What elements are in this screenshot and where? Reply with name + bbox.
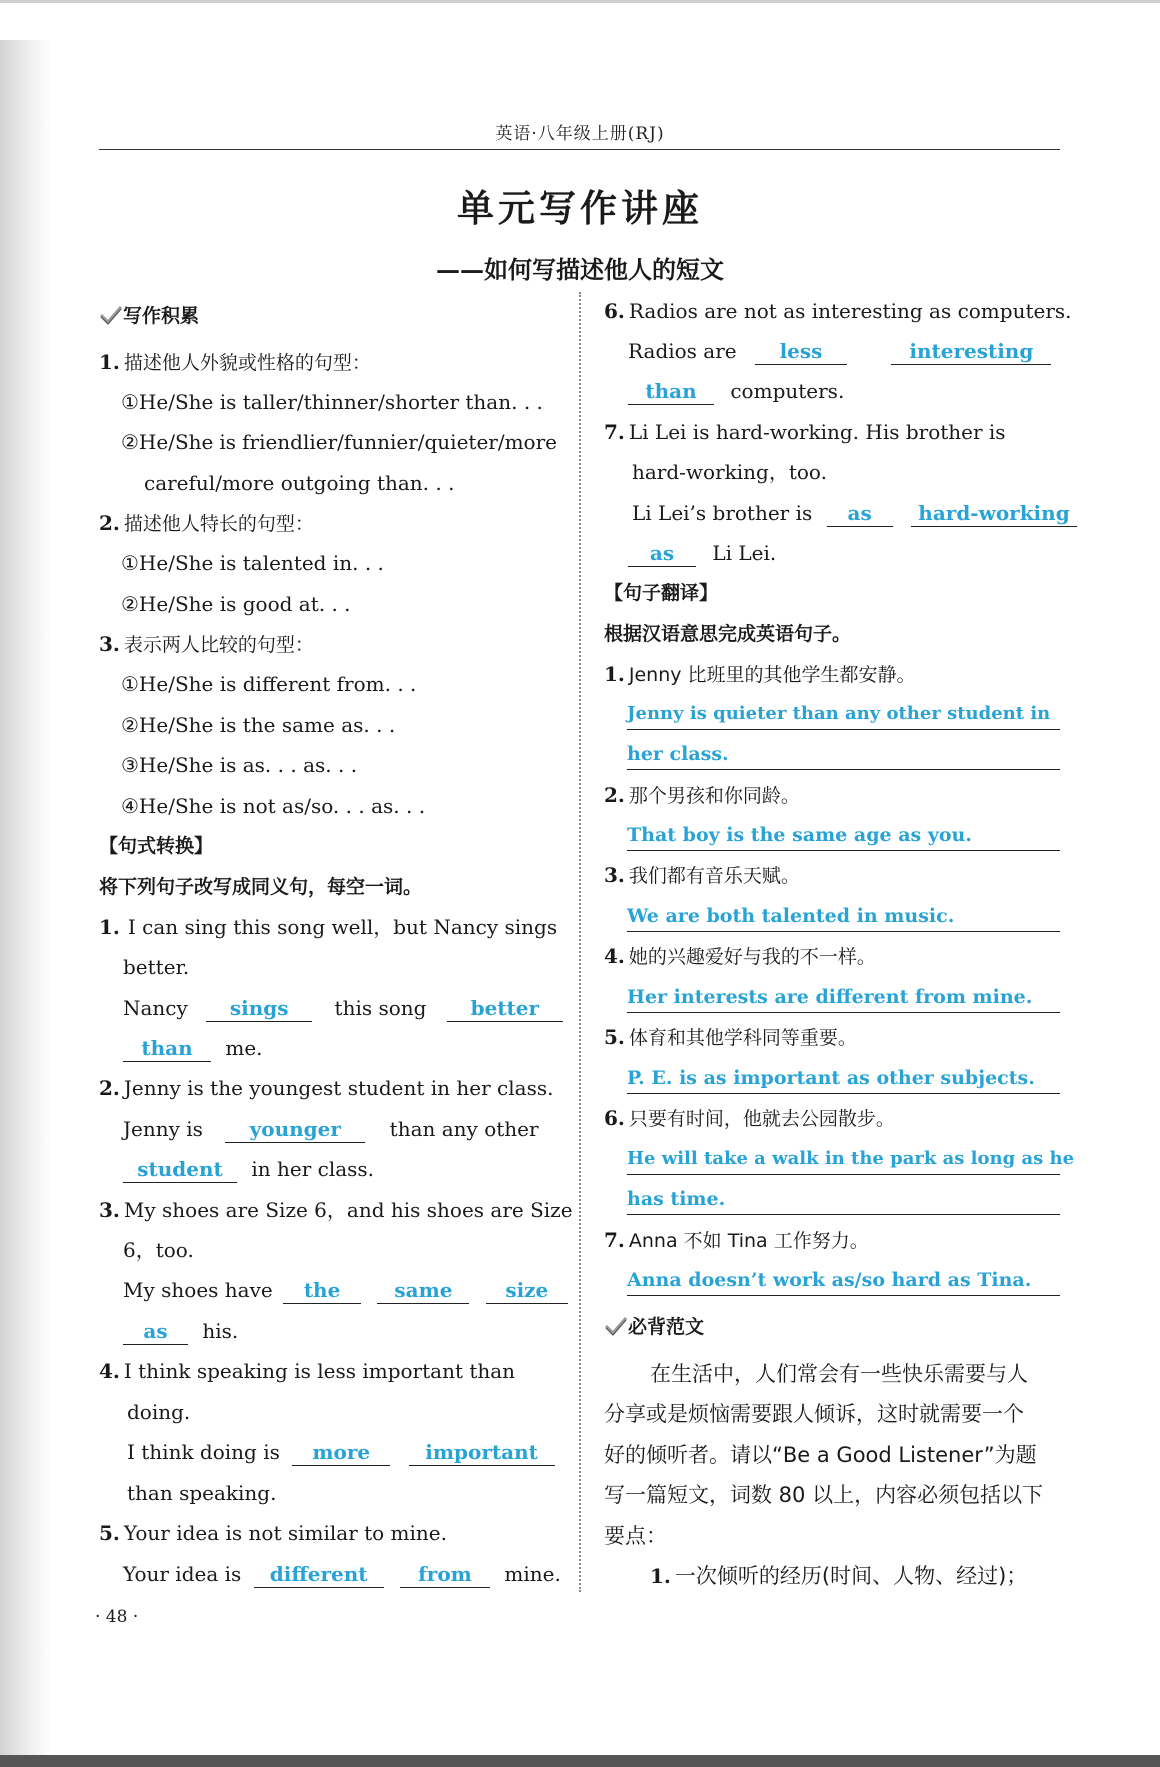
answer-line[interactable]: That boy is the same age as you. (627, 821, 1060, 851)
answer-blank[interactable]: the (283, 1277, 361, 1304)
answer-blank[interactable]: different (254, 1561, 384, 1588)
answer-blank[interactable]: than (123, 1035, 211, 1062)
pattern-line (121, 428, 557, 456)
translation-prompt (604, 861, 800, 889)
answer-line[interactable]: her class. (627, 740, 1060, 770)
question-number: 6. (604, 1106, 625, 1130)
top-strip (0, 0, 1160, 3)
answer-row (123, 1034, 263, 1062)
answer-line[interactable]: P. E. is as important as other subjects. (627, 1064, 1060, 1094)
question-text: 她的兴趣爱好与我的不一样。 (628, 946, 876, 968)
item-number: 2. (99, 511, 120, 535)
question-number: 3. (604, 863, 625, 887)
page-subtitle: ——如何写描述他人的短文 (436, 255, 724, 284)
answer-row (123, 1560, 561, 1588)
question-text: Jenny is the youngest student in her class. (123, 1076, 554, 1100)
pattern-line: ③He/She is as. . . as. . . (121, 753, 358, 777)
answer-blank[interactable]: younger (225, 1116, 365, 1143)
answer-blank[interactable]: than (628, 378, 714, 405)
translation-prompt (604, 942, 876, 970)
sentence-text: than speaking. (127, 1481, 277, 1505)
question-number: 7. (604, 1228, 625, 1252)
question-prompt (99, 913, 557, 941)
page-number: · 48 · (95, 1607, 139, 1627)
answer-row (632, 499, 1077, 527)
question-number: 6. (604, 299, 625, 323)
translation-prompt (604, 660, 916, 688)
answer-line[interactable]: We are both talented in music. (627, 902, 1060, 932)
question-text: Jenny 比班里的其他学生都安静。 (628, 664, 916, 686)
sentence-text: Li Lei’s brother is (632, 501, 813, 525)
section-heading-transform: 【句式转换】 (99, 835, 214, 857)
essay-prompt-line: 写一篇短文，词数 80 以上，内容必须包括以下 (604, 1483, 1044, 1507)
sentence-text: his. (202, 1319, 239, 1343)
question-text: Anna 不如 Tina 工作努力。 (628, 1230, 869, 1252)
question-prompt (99, 1519, 447, 1547)
answer-blank[interactable]: better (447, 995, 563, 1022)
column-divider (579, 292, 581, 1592)
question-prompt (604, 297, 1072, 325)
page-title: 单元写作讲座 (457, 187, 703, 230)
question-number: 5. (99, 1521, 120, 1545)
pattern-line: careful/more outgoing than. . . (144, 471, 455, 495)
list-item (99, 348, 371, 376)
translation-prompt (604, 781, 800, 809)
answer-blank[interactable]: sings (206, 995, 312, 1022)
pattern-line: ②He/She is good at. . . (121, 592, 351, 616)
question-text: 那个男孩和你同龄。 (628, 785, 800, 807)
page-edge-shadow (0, 40, 52, 1755)
translation-prompt (604, 1104, 895, 1132)
item-number: 3. (99, 632, 120, 656)
answer-row (123, 1115, 539, 1143)
question-text: 体育和其他学科同等重要。 (628, 1027, 857, 1049)
answer-line[interactable]: Anna doesn’t work as/so hard as Tina. (627, 1266, 1060, 1296)
question-number: 7. (604, 420, 625, 444)
essay-point (650, 1562, 1027, 1590)
section-heading-translation: 【句子翻译】 (604, 582, 719, 604)
answer-blank[interactable]: interesting (891, 338, 1051, 365)
question-text: 我们都有音乐天赋。 (628, 865, 800, 887)
question-number: 4. (604, 944, 625, 968)
question-text: doing. (127, 1400, 191, 1424)
question-prompt (99, 1196, 573, 1224)
essay-prompt-line: 要点： (604, 1524, 667, 1548)
answer-blank[interactable]: same (377, 1277, 469, 1304)
answer-blank[interactable]: as (827, 500, 893, 527)
section-heading-accumulation (99, 302, 199, 330)
pattern-line: ②He/She is the same as. . . (121, 713, 396, 737)
question-text: Radios are not as interesting as computers. (628, 299, 1072, 323)
sentence-text: Nancy (123, 996, 188, 1020)
pattern-line: ①He/She is different from. . . (121, 672, 417, 696)
question-number: 1. (99, 915, 120, 939)
question-text: hard-working，too. (632, 460, 827, 484)
answer-line[interactable]: He will take a walk in the park as long as he (627, 1145, 1060, 1175)
item-text: 描述他人特长的句型： (123, 513, 314, 535)
header-rule (99, 149, 1060, 150)
sentence-text: in her class. (251, 1157, 375, 1181)
question-text: Li Lei is hard-working. His brother is (628, 420, 1006, 444)
question-text: Your idea is not similar to mine. (123, 1521, 447, 1545)
question-text: 只要有时间，他就去公园散步。 (628, 1108, 895, 1130)
bottom-strip (0, 1755, 1160, 1767)
answer-row (123, 1155, 374, 1183)
sentence-text: this song (334, 996, 427, 1020)
answer-row (628, 539, 776, 567)
answer-row (123, 994, 563, 1022)
pattern-part: is (219, 430, 237, 454)
item-text: 表示两人比较的句型： (123, 634, 314, 656)
answer-blank[interactable]: important (409, 1439, 555, 1466)
answer-line[interactable]: has time. (627, 1185, 1060, 1215)
point-number: 1. (650, 1564, 671, 1588)
answer-row (127, 1438, 555, 1466)
answer-blank[interactable]: as (123, 1318, 188, 1345)
sentence-text: Jenny is (123, 1117, 203, 1141)
translation-prompt (604, 1226, 869, 1254)
sentence-text: mine. (504, 1562, 561, 1586)
question-number: 2. (604, 783, 625, 807)
sentence-text: than any other (389, 1117, 539, 1141)
sentence-text: computers. (730, 379, 845, 403)
answer-row (628, 377, 844, 405)
essay-prompt-line: 好的倾听者。请以“Be a Good Listener”为题 (604, 1443, 1037, 1467)
section-heading-text: 写作积累 (123, 305, 200, 327)
section-instruction: 根据汉语意思完成英语句子。 (604, 623, 852, 645)
pattern-part: ②He/She (121, 430, 214, 454)
answer-blank[interactable]: hard-working (911, 500, 1077, 527)
essay-prompt-line: 在生活中，人们常会有一些快乐需要与人 (650, 1362, 1028, 1386)
list-item (99, 630, 314, 658)
running-header: 英语·八年级上册(RJ) (495, 124, 665, 144)
essay-prompt-line: 分享或是烦恼需要跟人倾诉，这时就需要一个 (604, 1402, 1024, 1426)
question-prompt (99, 1357, 515, 1385)
answer-blank[interactable]: as (628, 540, 696, 567)
list-item (99, 509, 314, 537)
check-icon (99, 304, 123, 326)
sentence-text: My shoes have (123, 1278, 273, 1302)
question-prompt (99, 1074, 553, 1102)
answer-blank[interactable]: more (292, 1439, 390, 1466)
answer-line[interactable]: Her interests are different from mine. (627, 983, 1060, 1013)
section-heading-text: 必背范文 (628, 1316, 705, 1338)
sentence-text: I think doing is (127, 1440, 280, 1464)
point-text: 一次倾听的经历(时间、人物、经过)； (674, 1564, 1028, 1588)
answer-row (123, 1317, 238, 1345)
answer-blank[interactable]: student (123, 1156, 237, 1183)
pattern-line: ①He/She is talented in. . . (121, 551, 384, 575)
answer-row (123, 1276, 568, 1304)
answer-blank[interactable]: size (486, 1277, 568, 1304)
sentence-text: Your idea is (123, 1562, 242, 1586)
answer-line[interactable]: Jenny is quieter than any other student in (627, 700, 1060, 730)
question-number: 1. (604, 662, 625, 686)
item-text: 描述他人外貌或性格的句型： (123, 352, 371, 374)
question-number: 2. (99, 1076, 120, 1100)
pattern-part: friendlier/funnier/quieter/more (242, 430, 557, 454)
question-prompt (604, 418, 1006, 446)
question-text: I think speaking is less important than (123, 1359, 516, 1383)
question-text: 6，too. (123, 1238, 194, 1262)
pattern-line: ①He/She is taller/thinner/shorter than. . . (121, 390, 543, 414)
answer-blank[interactable]: from (400, 1561, 490, 1588)
question-text: better. (123, 955, 190, 979)
item-number: 1. (99, 350, 120, 374)
check-icon (604, 1315, 628, 1337)
sentence-text: Radios are (628, 339, 737, 363)
question-number: 5. (604, 1025, 625, 1049)
question-number: 4. (99, 1359, 120, 1383)
question-text: I can sing this song well，but Nancy sings (127, 915, 558, 939)
answer-blank[interactable]: less (755, 338, 847, 365)
sentence-text: Li Lei. (712, 541, 777, 565)
pattern-line: ④He/She is not as/so. . . as. . . (121, 794, 426, 818)
answer-row (628, 337, 1051, 365)
section-instruction: 将下列句子改写成同义句，每空一词。 (99, 876, 423, 898)
section-heading-model-essay (604, 1313, 704, 1341)
translation-prompt (604, 1023, 857, 1051)
question-number: 3. (99, 1198, 120, 1222)
sentence-text: me. (225, 1036, 263, 1060)
question-text: My shoes are Size 6，and his shoes are Size (123, 1198, 573, 1222)
